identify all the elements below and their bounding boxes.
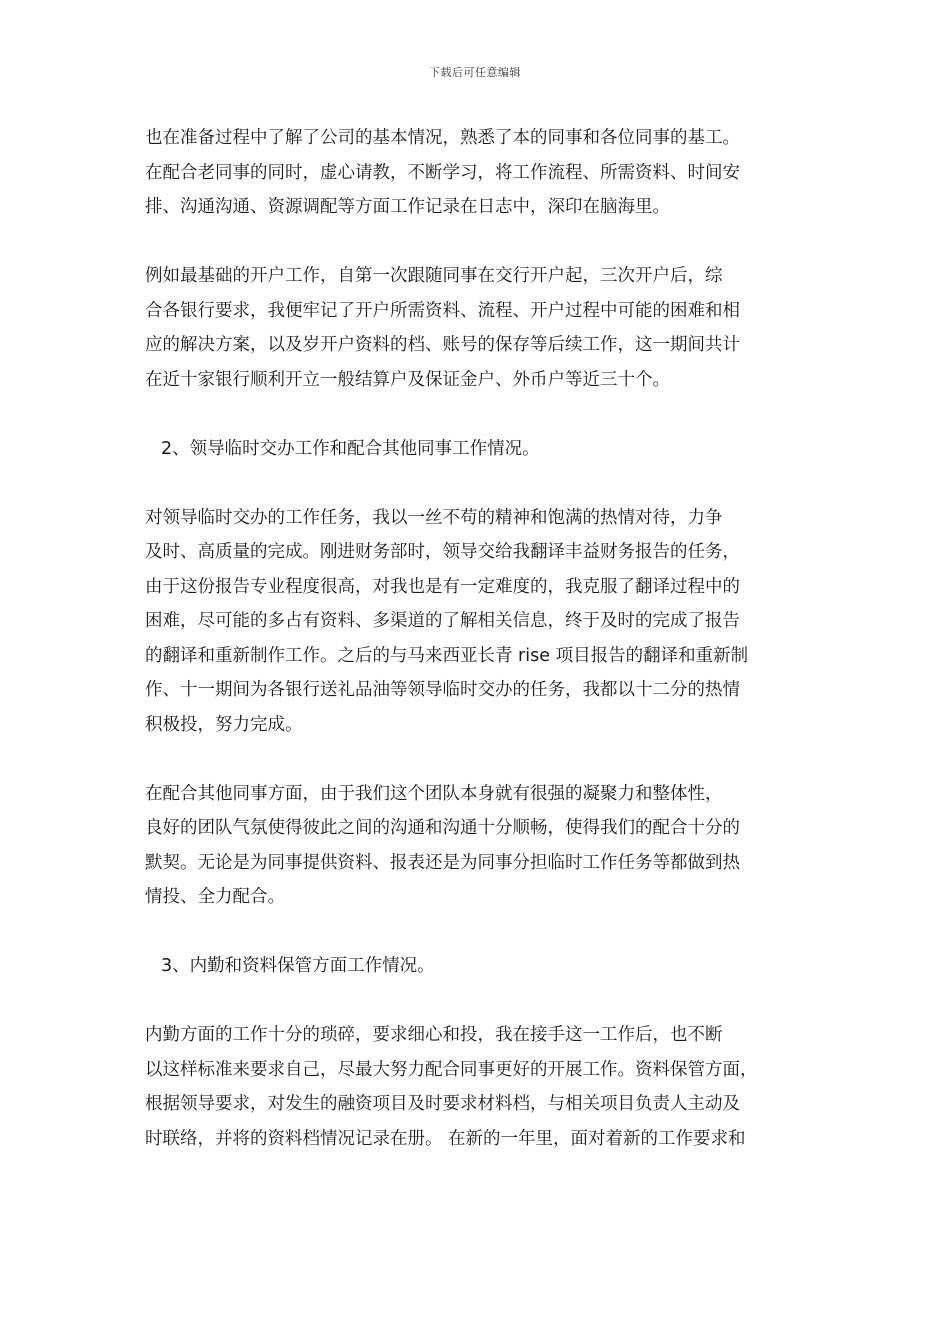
text-line: 也在准备过程中了解了公司的基本情况，熟悉了本的同事和各位同事的基工。 — [145, 128, 740, 148]
text-line: 困难，尽可能的多占有资料、多渠道的了解相关信息，终于及时的完成了报告 — [145, 611, 740, 631]
heading-text: 3、内勤和资料保管方面工作情况。 — [161, 956, 435, 976]
text-line: 在配合老同事的同时，虚心请教，不断学习，将工作流程、所需资料、时间安 — [145, 162, 740, 183]
paragraph-4 — [145, 777, 815, 915]
heading-text: 2、领导临时交办工作和配合其他同事工作情况。 — [161, 438, 540, 459]
text-line: 默契。无论是为同事提供资料、报表还是为同事分担临时工作任务等都做到热 — [145, 852, 740, 873]
text-line: 根据领导要求，对发生的融资项目及时要求材料档，与相关项目负责人主动及 — [145, 1094, 740, 1114]
text-line: 的翻译和重新制作工作。之后的与马来西亚长青 rise 项目报告的翻译和重新制 — [145, 645, 749, 666]
text-line: 作、十一期间为各银行送礼品油等领导临时交办的任务，我都以十二分的热情 — [145, 680, 740, 700]
text-line: 情投、全力配合。 — [145, 887, 285, 907]
text-line: 良好的团队气氛使得彼此之间的沟通和沟通十分顺畅，使得我们的配合十分的 — [145, 818, 740, 838]
paragraph-5 — [145, 1018, 815, 1156]
document-body — [145, 121, 815, 1191]
text-line: 以这样标准来要求自己，尽最大努力配合同事更好的开展工作。资料保管方面， — [145, 1059, 758, 1080]
text-line: 内勤方面的工作十分的琐碎，要求细心和投，我在接手这一工作后，也不断 — [145, 1025, 723, 1045]
text-line: 合各银行要求，我便牢记了开户所需资料、流程、开户过程中可能的困难和相 — [145, 300, 740, 321]
text-line: 排、沟通沟通、资源调配等方面工作记录在日志中，深印在脑海里。 — [145, 197, 670, 217]
text-line: 时联络，并将的资料档情况记录在册。 在新的一年里，面对着新的工作要求和 — [145, 1128, 746, 1149]
text-line: 应的解决方案，以及岁开户资料的档、账号的保存等后续工作，这一期间共计 — [145, 335, 740, 355]
text-line: 例如最基础的开户工作，自第一次跟随同事在交行开户起，三次开户后，综 — [145, 266, 723, 286]
section-heading-3 — [145, 949, 815, 984]
text-line: 积极投，努力完成。 — [145, 714, 303, 735]
paragraph-1 — [145, 121, 815, 225]
section-heading-2 — [145, 432, 815, 467]
text-line: 在近十家银行顺利开立一般结算户及保证金户、外币户等近三十个。 — [145, 369, 670, 390]
text-line: 对领导临时交办的工作任务，我以一丝不苟的精神和饱满的热情对待，力争 — [145, 507, 723, 528]
text-line: 及时、高质量的完成。刚进财务部时，领导交给我翻译丰益财务报告的任务， — [145, 542, 740, 562]
text-line: 由于这份报告专业程度很高，对我也是有一定难度的，我克服了翻译过程中的 — [145, 576, 740, 597]
text-line: 在配合其他同事方面，由于我们这个团队本身就有很强的凝聚力和整体性， — [145, 783, 723, 804]
paragraph-3 — [145, 501, 815, 743]
page-header: 下载后可任意编辑 — [429, 66, 521, 79]
paragraph-2 — [145, 259, 815, 397]
